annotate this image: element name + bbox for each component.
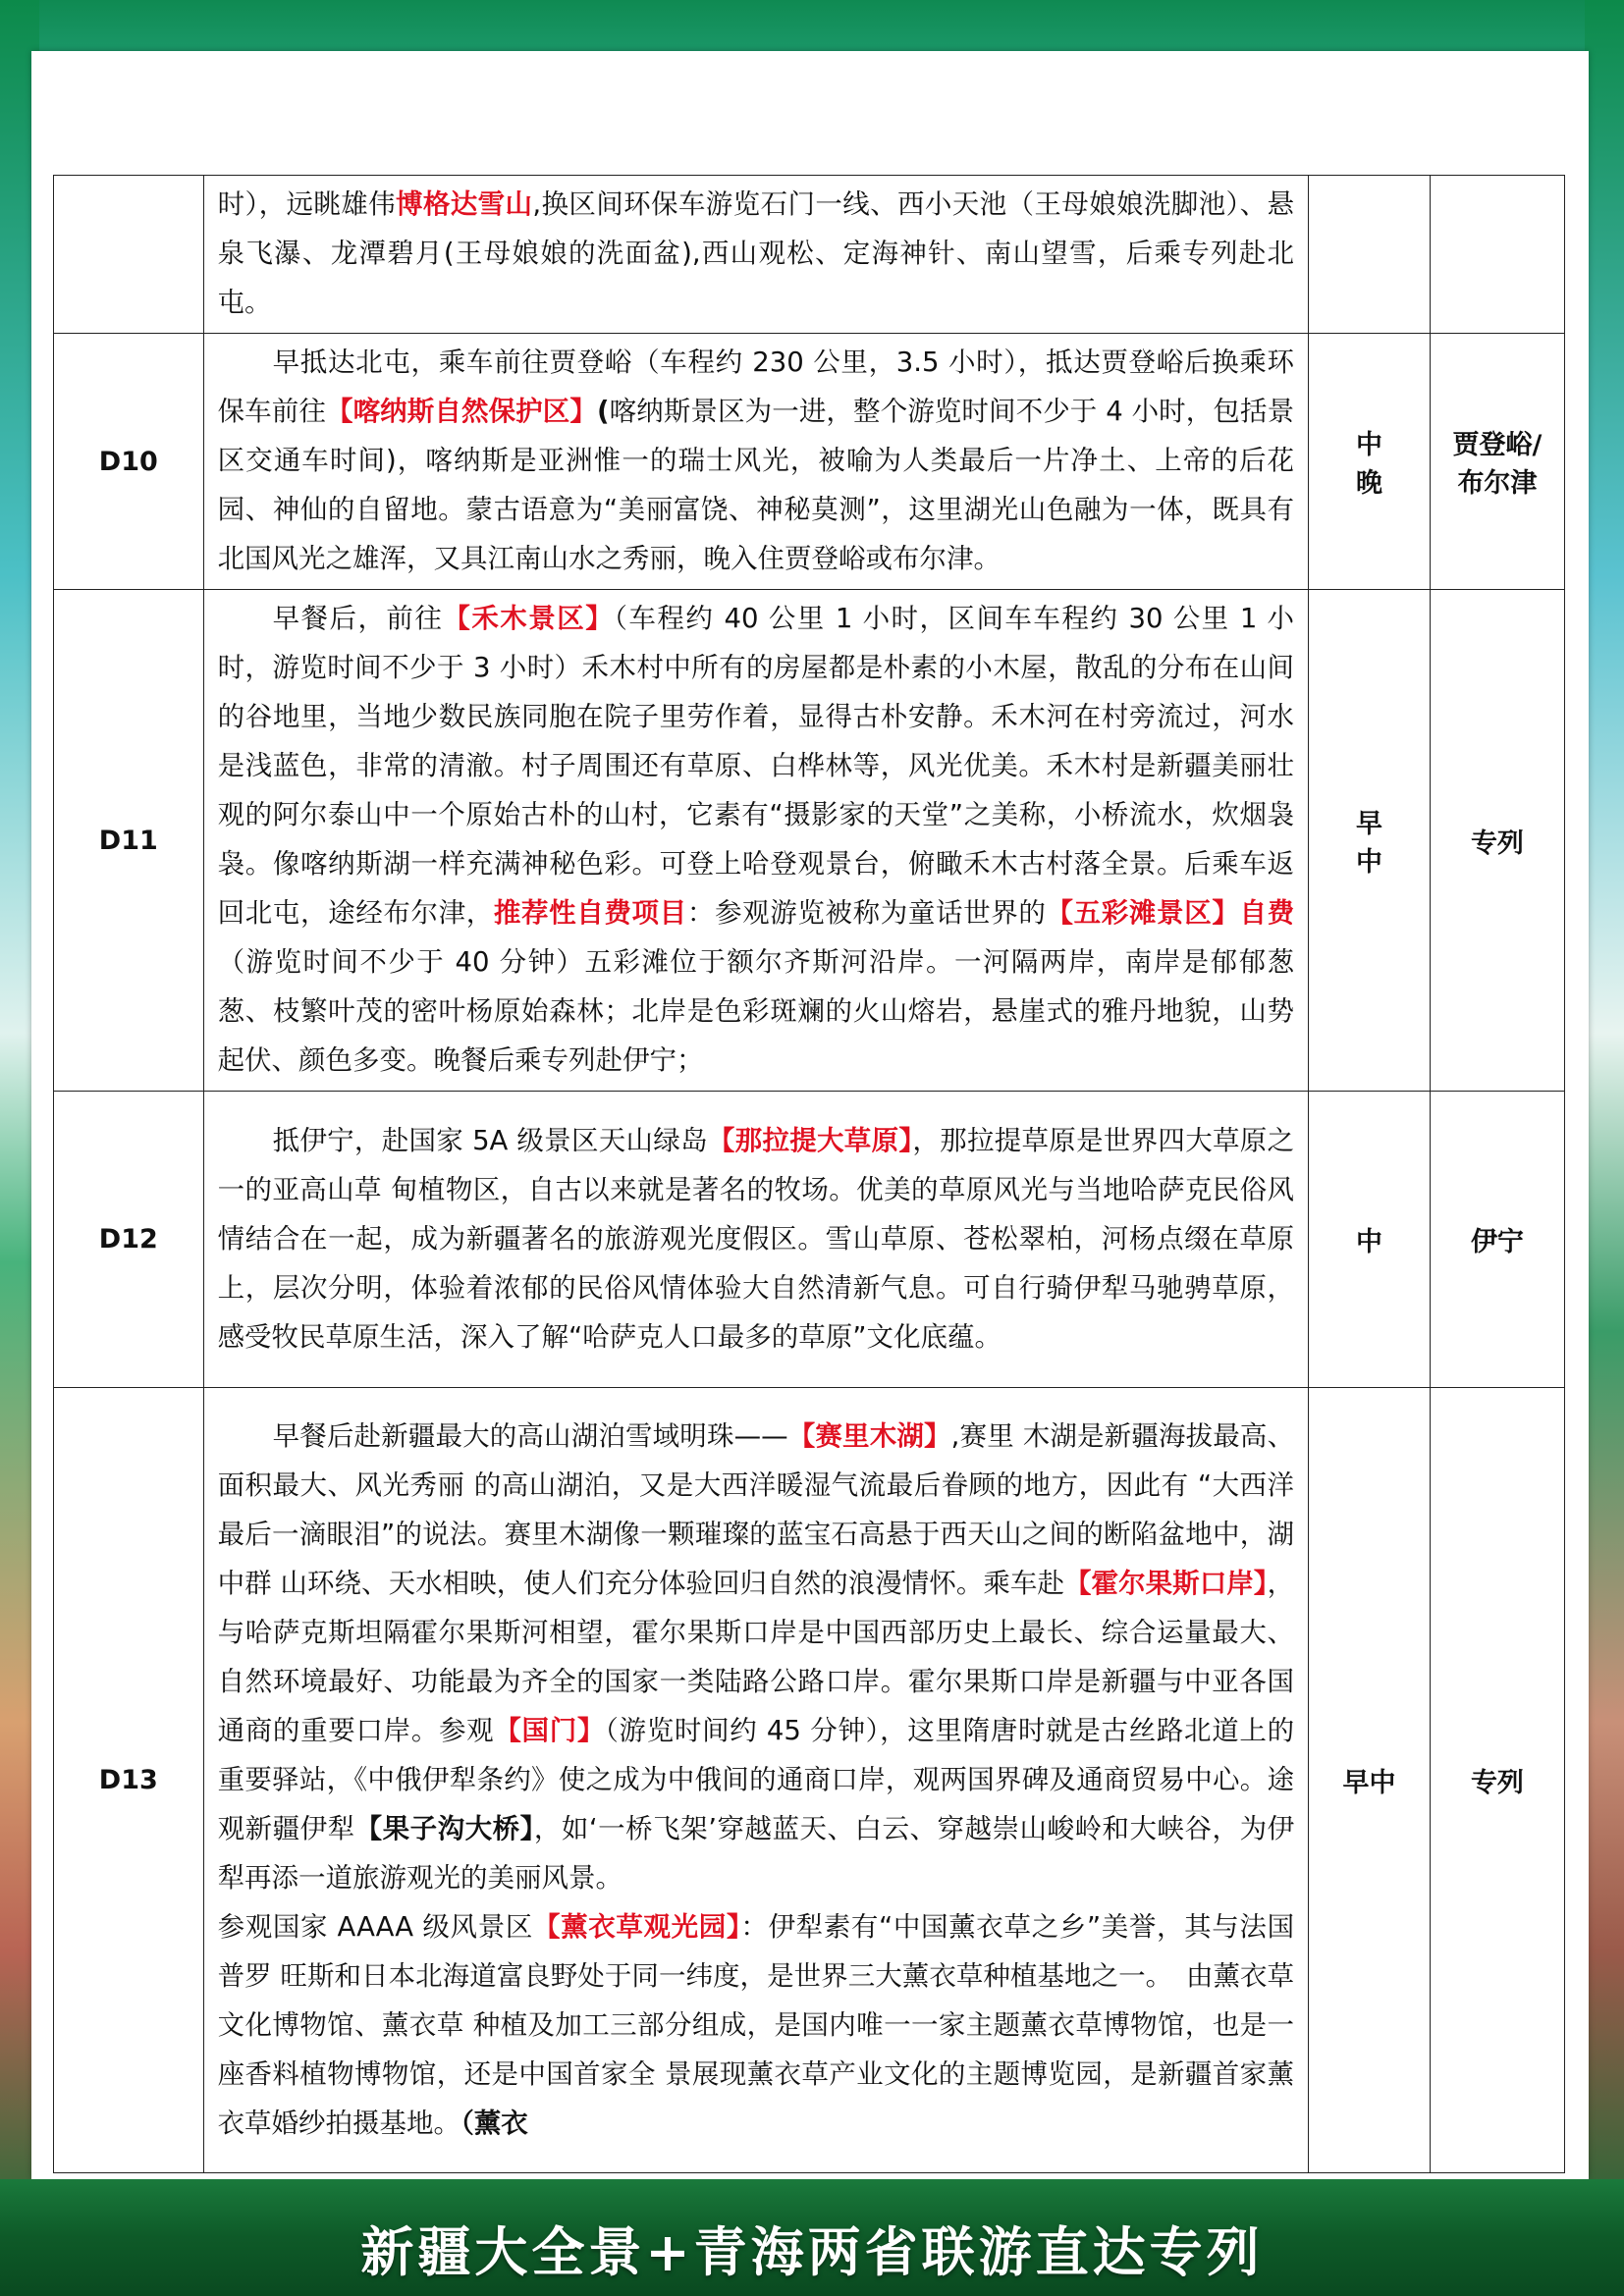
highlight-optional: 推荐性自费项目 xyxy=(493,897,687,929)
day-cell: D11 xyxy=(54,590,204,1092)
highlight-attraction: 【五彩滩景区】自费 xyxy=(1046,897,1295,929)
stay-cell xyxy=(1430,176,1564,334)
stay-cell: 专列 xyxy=(1430,1388,1564,2173)
highlight-attraction: 【那拉提大草原】 xyxy=(707,1124,913,1156)
day-cell: D10 xyxy=(54,334,204,590)
highlight-attraction: 【霍尔果斯口岸】 xyxy=(1064,1567,1268,1599)
description-cell: 早餐后，前往【禾木景区】（车程约 40 公里 1 小时，区间车车程约 30 公里 1 小时，游览时间不少于 3 小时）禾木村中所有的房屋都是朴素的小木屋，散乱的分布在山间的谷地里，当地少数民族同胞在院子里劳作着，显得古朴安静。禾木河在村旁流过，河水是浅蓝色，非常的清澈。村子周围还有草原、白桦林等，风光优美。禾木村是新疆美丽壮观的阿尔泰山中一个原始古朴的山村，它素有“摄影家的天堂”之美称，小桥流水，炊烟袅袅。像喀纳斯湖一样充满神秘色彩。可登上哈登观景台，俯瞰禾木古村落全景。后乘车返回北屯，途经布尔津，推荐性自费项目：参观游览被称为童话世界的【五彩滩景区】自费（游览时间不少于 40 分钟）五彩滩位于额尔齐斯河沿岸。一河隔两岸，南岸是郁郁葱葱、枝繁叶茂的密叶杨原始森林；北岸是色彩斑斓的火山熔岩，悬崖式的雅丹地貌，山势起伏、颜色多变。晚餐后乘专列赴伊宁； xyxy=(203,590,1309,1092)
description-cell: 抵伊宁，赴国家 5A 级景区天山绿岛【那拉提大草原】，那拉提草原是世界四大草原之一的亚高山草 甸植物区，自古以来就是著名的牧场。优美的草原风光与当地哈萨克民俗风情结合在一起，成为新疆著名的旅游观光度假区。雪山草原、苍松翠柏，河杨点缀在草原上，层次分明，体验着浓郁的民俗风情体验大自然清新气息。可自行骑伊犁马驰骋草原，感受牧民草原生活，深入了解“哈萨克人口最多的草原”文化底蕴。 xyxy=(203,1092,1309,1388)
right-decor-band xyxy=(1585,0,1624,2296)
highlight-attraction: 【薰衣草观光园】 xyxy=(532,1910,741,1943)
table-row xyxy=(54,176,1565,334)
description-cell: 时），远眺雄伟博格达雪山,换区间环保车游览石门一线、西小天池（王母娘娘洗脚池）、悬泉飞瀑、龙潭碧月(王母娘娘的洗面盆),西山观松、定海神针、南山望雪，后乘专列赴北屯。 xyxy=(203,176,1309,334)
description-cell: 早抵达北屯，乘车前往贾登峪（车程约 230 公里，3.5 小时），抵达贾登峪后换乘环保车前往【喀纳斯自然保护区】(喀纳斯景区为一进，整个游览时间不少于 4 小时，包括景区交通车时间)，喀纳斯是亚洲惟一的瑞士风光，被喻为人类最后一片净土、上帝的后花园、神仙的自留地。蒙古语意为“美丽富饶、神秘莫测”，这里湖光山色融为一体，既具有北国风光之雄浑，又具江南山水之秀丽，晚入住贾登峪或布尔津。 xyxy=(203,334,1309,590)
table-row xyxy=(54,1092,1565,1388)
table-row xyxy=(54,1388,1565,2173)
stay-cell: 伊宁 xyxy=(1430,1092,1564,1388)
document-page xyxy=(31,51,1589,2179)
meal-cell: 早中 xyxy=(1309,1388,1431,2173)
meal-cell: 中 晚 xyxy=(1309,334,1431,590)
footer-title: 新疆大全景+青海两省联游直达专列 xyxy=(360,2220,1264,2283)
day-cell xyxy=(54,176,204,334)
meal-cell: 中 xyxy=(1309,1092,1431,1388)
highlight-attraction: 博格达雪山 xyxy=(395,188,533,220)
stay-cell: 贾登峪/ 布尔津 xyxy=(1430,334,1564,590)
description-cell: 早餐后赴新疆最大的高山湖泊雪域明珠——【赛里木湖】,赛里 木湖是新疆海拔最高、面积最大、风光秀丽 的高山湖泊，又是大西洋暖湿气流最后眷顾的地方，因此有 “大西洋最后一滴眼泪”的说法。赛里木湖像一颗璀璨的蓝宝石高悬于西天山之间的断陷盆地中，湖中群 山环绕、天水相映，使人们充分体验回归自然的浪漫情怀。乘车赴【霍尔果斯口岸】，与哈萨克斯坦隔霍尔果斯河相望，霍尔果斯口岸是中国西部历史上最长、综合运量最大、自然环境最好、功能最为齐全的国家一类陆路公路口岸。霍尔果斯口岸是新疆与中亚各国通商的重要口岸。参观【国门】（游览时间约 45 分钟），这里隋唐时就是古丝路北道上的重要驿站，《中俄伊犁条约》使之成为中俄间的通商口岸，观两国界碑及通商贸易中心。途观新疆伊犁【果子沟大桥】，如‘一桥飞架’穿越蓝天、白云、穿越崇山峻岭和大峡谷，为伊犁再添一道旅游观光的美丽风景。 参观国家 AAAA 级风景区【薰衣草观光园】：伊犁素有“中国薰衣草之乡”美誉，其与法国普罗 旺斯和日本北海道富良野处于同一纬度，是世界三大薰衣草种植基地之一。 由薰衣草文化博物馆、薰衣草 种植及加工三部分组成，是国内唯一一家主题薰衣草博物馆，也是一座香料植物博物馆，还是中国首家全 景展现薰衣草产业文化的主题博览园，是新疆首家薰衣草婚纱拍摄基地。（薰衣 xyxy=(203,1388,1309,2173)
highlight-attraction: 【禾木景区】 xyxy=(443,603,615,634)
day-cell: D13 xyxy=(54,1388,204,2173)
highlight-attraction: 【喀纳斯自然保护区】 xyxy=(325,396,597,427)
highlight-attraction: 【赛里木湖】 xyxy=(787,1419,951,1452)
table-row xyxy=(54,590,1565,1092)
highlight-attraction: 【国门】 xyxy=(494,1714,606,1746)
bold-attraction: 【果子沟大桥】 xyxy=(354,1812,534,1844)
stay-cell: 专列 xyxy=(1430,590,1564,1092)
itinerary-table xyxy=(53,175,1565,2173)
day-cell: D12 xyxy=(54,1092,204,1388)
meal-cell xyxy=(1309,176,1431,334)
table-row xyxy=(54,334,1565,590)
meal-cell: 早 中 xyxy=(1309,590,1431,1092)
